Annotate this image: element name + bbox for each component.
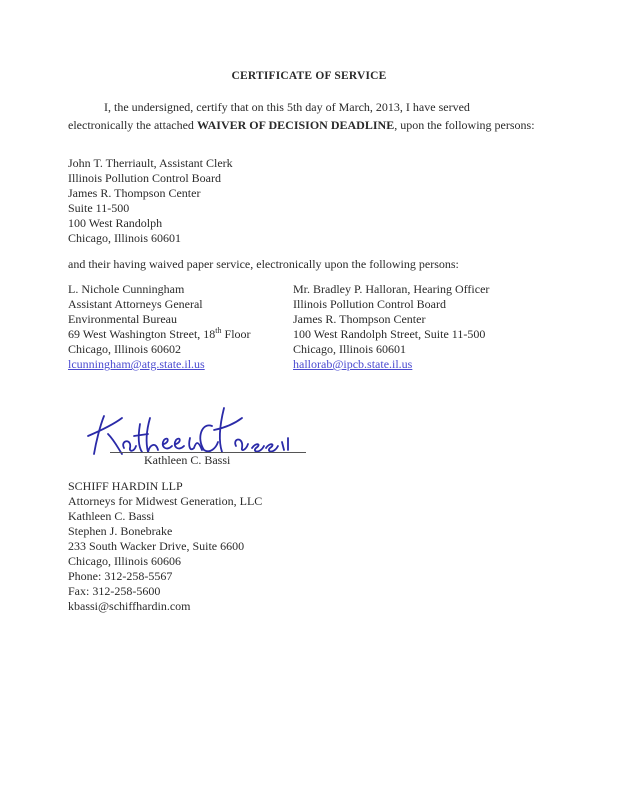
recipient-office: Environmental Bureau bbox=[68, 312, 177, 326]
recipient-title: Assistant Attorneys General bbox=[68, 297, 203, 311]
signer-name: Kathleen C. Bassi bbox=[144, 453, 231, 467]
recipient-building: James R. Thompson Center bbox=[293, 312, 426, 326]
recipient-city: Chicago, Illinois 60601 bbox=[293, 342, 406, 356]
recipient-email-link[interactable]: lcunningham@atg.state.il.us bbox=[68, 357, 205, 371]
document-title: CERTIFICATE OF SERVICE bbox=[231, 70, 387, 82]
firm-line: Kathleen C. Bassi bbox=[68, 509, 155, 523]
firm-line: Chicago, Illinois 60606 bbox=[68, 554, 181, 568]
recipient-city: Chicago, Illinois 60602 bbox=[68, 342, 181, 356]
waived-service-text: and their having waived paper service, electronically upon the following persons: bbox=[68, 257, 459, 271]
recipient-street: 100 West Randolph Street, Suite 11-500 bbox=[293, 327, 486, 341]
right-recipient-address bbox=[293, 282, 489, 372]
primary-recipient-address bbox=[68, 156, 233, 246]
firm-line: SCHIFF HARDIN LLP bbox=[68, 479, 183, 493]
firm-line: Stephen J. Bonebrake bbox=[68, 524, 173, 538]
firm-line: Attorneys for Midwest Generation, LLC bbox=[68, 494, 263, 508]
recipient-name: Mr. Bradley P. Halloran, Hearing Officer bbox=[293, 282, 490, 296]
address-line: John T. Therriault, Assistant Clerk bbox=[68, 156, 233, 170]
address-line: 100 West Randolph bbox=[68, 216, 163, 230]
firm-email[interactable]: kbassi@schiffhardin.com bbox=[68, 599, 191, 613]
address-line: Chicago, Illinois 60601 bbox=[68, 231, 181, 245]
recipient-name: L. Nichole Cunningham bbox=[68, 282, 185, 296]
certification-paragraph bbox=[68, 98, 538, 134]
firm-line: 233 South Wacker Drive, Suite 6600 bbox=[68, 539, 245, 553]
firm-line: Fax: 312-258-5600 bbox=[68, 584, 161, 598]
address-line: James R. Thompson Center bbox=[68, 186, 201, 200]
intro-text: I, the undersigned, certify that on this 5th day of March, 2013, I have served electronically the attached bbox=[68, 100, 470, 132]
address-line: Suite 11-500 bbox=[68, 201, 130, 215]
recipient-street: 69 West Washington Street, 18th Floor bbox=[68, 326, 251, 341]
served-document-title: WAIVER OF DECISION DEADLINE bbox=[196, 118, 395, 132]
recipient-email-link[interactable]: hallorab@ipcb.state.il.us bbox=[293, 357, 413, 371]
firm-signature-block bbox=[68, 479, 262, 614]
intro-text-end: , upon the following persons: bbox=[394, 118, 535, 132]
left-recipient-address bbox=[68, 282, 251, 372]
firm-line: Phone: 312-258-5567 bbox=[68, 569, 173, 583]
recipient-board: Illinois Pollution Control Board bbox=[293, 297, 447, 311]
address-line: Illinois Pollution Control Board bbox=[68, 171, 222, 185]
